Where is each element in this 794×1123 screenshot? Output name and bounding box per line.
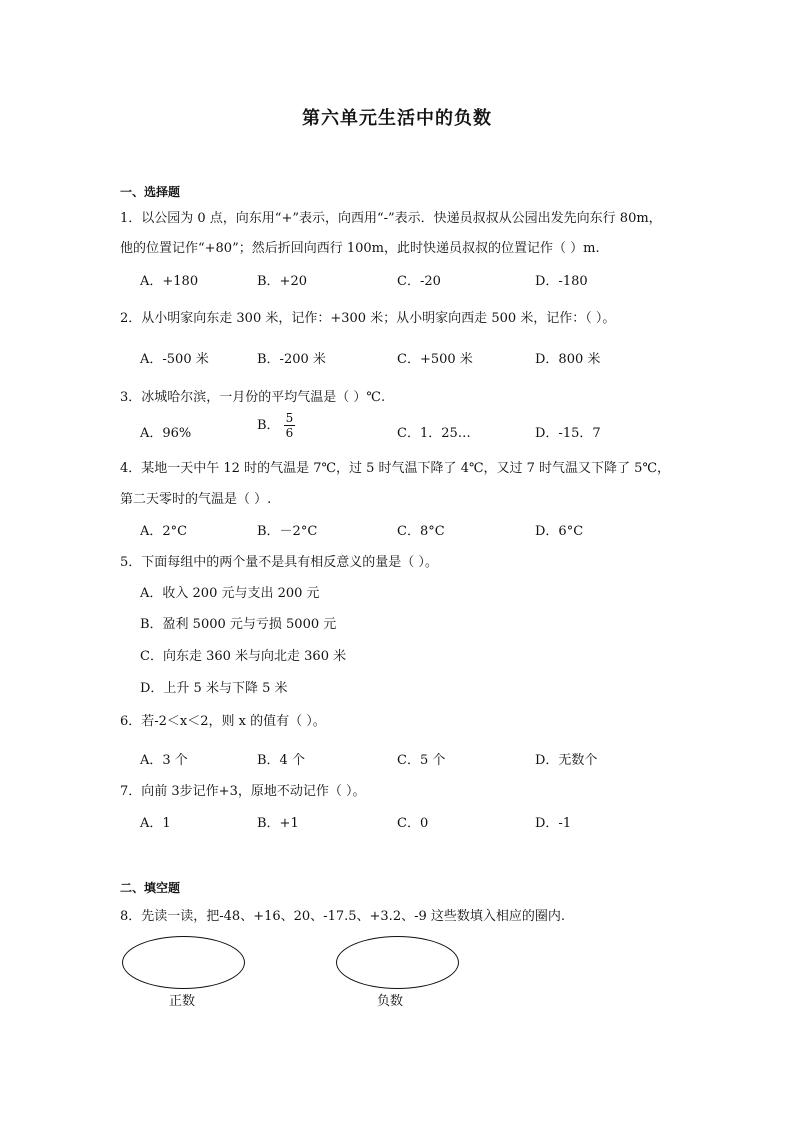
question-5-option-c: C．向东走 360 米与向北走 360 米 [140,649,347,664]
question-1-option-a: A．+180 [140,274,199,289]
section-heading-choice: 一、选择题 [120,185,181,199]
question-7-option-b: B．+1 [257,816,299,831]
negative-numbers-circle [336,936,459,989]
fraction-denominator: 6 [285,426,294,440]
question-3-option-a: A．96% [140,426,192,441]
positive-numbers-circle [122,936,245,989]
section-heading-fill-in: 二、填空题 [120,881,181,895]
question-7-option-d: D．-1 [535,816,572,831]
negative-numbers-label: 负数 [377,994,404,1009]
question-7-option-a: A．1 [140,816,171,831]
question-6-option-b: B．4 个 [257,753,305,768]
question-4-option-b: B．－2°C [257,524,318,539]
question-5-option-a: A．收入 200 元与支出 200 元 [140,586,320,601]
question-3-option-c: C．1．25… [397,426,471,441]
question-1-line-2: 他的位置记作“+80”；然后折回向西行 100m，此时快递员叔叔的位置记作（ ）m. [120,241,600,256]
question-3-option-d: D．-15．7 [535,426,601,441]
question-4-option-a: A．2°C [140,524,188,539]
question-2-text: 2．从小明家向东走 300 米，记作：+300 米；从小明家向西走 500 米，记作：（ ）。 [120,311,616,326]
question-6-text: 6．若-2＜x＜2，则 x 的值有（ ）。 [120,714,326,729]
question-3-text: 3．冰城哈尔滨，一月份的平均气温是（ ）℃. [120,390,386,405]
question-4-option-c: C．8°C [397,524,445,539]
question-1-option-d: D．-180 [535,274,588,289]
question-2-option-c: C．+500 米 [397,352,473,367]
question-6-option-d: D．无数个 [535,753,598,768]
fraction-numerator: 5 [285,411,294,425]
question-4-option-d: D．6°C [535,524,584,539]
question-2-option-d: D．800 米 [535,352,601,367]
question-6-option-c: C．5 个 [397,753,446,768]
positive-numbers-label: 正数 [169,994,196,1009]
question-4-line-1: 4．某地一天中午 12 时的气温是 7℃，过 5 时气温下降了 4℃，又过 7 时气温又下降了 5℃， [120,461,670,476]
question-1-option-c: C．-20 [397,274,441,289]
question-3-option-b [257,411,295,440]
question-2-option-b: B．-200 米 [257,352,326,367]
question-5-option-b: B．盈利 5000 元与亏损 5000 元 [140,617,337,632]
question-7-option-c: C．0 [397,816,429,831]
question-1-option-b: B．+20 [257,274,307,289]
question-6-option-a: A．3 个 [140,753,188,768]
question-8-text: 8．先读一读，把-48、+16、20、-17.5、+3.2、-9 这些数填入相应的圈内. [120,909,566,924]
page-title: 第六单元生活中的负数 [302,108,492,129]
fraction [284,411,296,440]
question-3-option-b-label: B． [257,418,280,433]
question-2-option-a: A．-500 米 [140,352,209,367]
question-5-text: 5．下面每组中的两个量不是具有相反意义的量是（ ）。 [120,555,438,570]
question-5-option-d: D．上升 5 米与下降 5 米 [140,681,288,696]
question-7-text: 7．向前 3步记作+3，原地不动记作（ ）。 [120,784,366,799]
question-4-line-2: 第二天零时的气温是（ ）. [120,492,272,507]
question-1-line-1: 1．以公园为 0 点，向东用“+”表示，向西用“-”表示．快递员叔叔从公园出发先向东行 80m， [120,211,662,226]
